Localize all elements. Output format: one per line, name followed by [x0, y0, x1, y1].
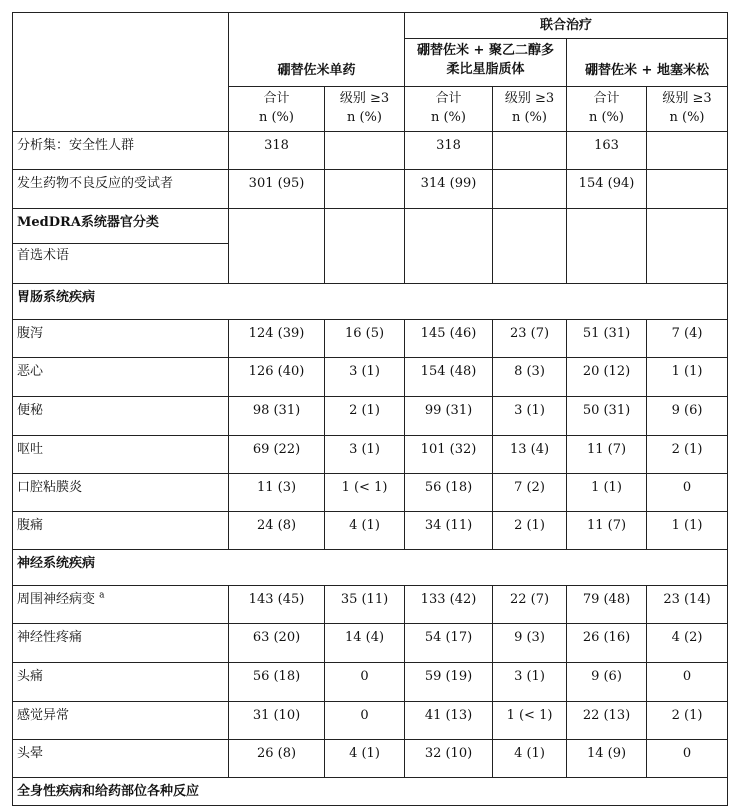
- term-label: [13, 740, 229, 778]
- term-label: [13, 663, 229, 702]
- term-label: [13, 397, 229, 436]
- value-cell: 126 (40): [229, 358, 325, 397]
- value-cell: [493, 170, 567, 209]
- term-text: 神经性疼痛: [17, 630, 83, 645]
- table-row: [13, 740, 728, 778]
- value-cell: 7 (2): [493, 474, 567, 512]
- group-header-line: 硼替佐米 + 聚乙二醇多: [417, 43, 554, 58]
- value-cell: 11 (7): [567, 436, 647, 474]
- value-cell: 4 (1): [493, 740, 567, 778]
- value-cell: 8 (3): [493, 358, 567, 397]
- value-cell: 301 (95): [229, 170, 325, 209]
- term-text: 头晕: [17, 746, 44, 761]
- term-label: [13, 320, 229, 358]
- subheader-text: n (%): [346, 110, 382, 125]
- value-cell: 20 (12): [567, 358, 647, 397]
- term-label: [13, 702, 229, 740]
- value-cell: 318: [229, 132, 325, 170]
- value-cell: 79 (48): [567, 586, 647, 624]
- term-text: 呕吐: [17, 442, 44, 457]
- value-cell: 13 (4): [493, 436, 567, 474]
- subheader-text: 级别 ≥3: [662, 91, 712, 106]
- subheader-text: n (%): [258, 110, 294, 125]
- value-cell: 154 (94): [567, 170, 647, 209]
- value-cell: 9 (3): [493, 624, 567, 663]
- header-blank-cell: [229, 13, 405, 39]
- value-cell: 63 (20): [229, 624, 325, 663]
- value-cell: 3 (1): [493, 397, 567, 436]
- adverse-reactions-table: [12, 12, 728, 806]
- value-cell: 124 (39): [229, 320, 325, 358]
- row-label: 发生药物不良反应的受试者: [13, 170, 229, 209]
- subheader-total: [567, 87, 647, 132]
- group-header-line: 硼替佐米单药: [277, 63, 356, 78]
- table-row: [13, 397, 728, 436]
- term-label: [13, 624, 229, 663]
- value-cell: 23 (7): [493, 320, 567, 358]
- value-cell: 9 (6): [567, 663, 647, 702]
- value-cell: 3 (1): [493, 663, 567, 702]
- value-cell: 54 (17): [405, 624, 493, 663]
- value-cell: 22 (7): [493, 586, 567, 624]
- empty-cell: [229, 209, 325, 284]
- value-cell: [325, 170, 405, 209]
- term-label: [13, 474, 229, 512]
- subheader-text: n (%): [511, 110, 547, 125]
- header-corner-cell: [13, 13, 229, 132]
- section-header-row: [13, 550, 728, 586]
- group-header-bortezomib-pld: [405, 39, 567, 87]
- subheader-text: 级别 ≥3: [504, 91, 555, 106]
- value-cell: 3 (1): [325, 358, 405, 397]
- summary-row: [13, 170, 728, 209]
- value-cell: 2 (1): [647, 702, 728, 740]
- value-cell: 4 (1): [325, 512, 405, 550]
- table-row: [13, 474, 728, 512]
- value-cell: 59 (19): [405, 663, 493, 702]
- value-cell: 98 (31): [229, 397, 325, 436]
- subheader-text: 级别 ≥3: [339, 91, 390, 106]
- group-header-line: 硼替佐米 + 地塞米松: [585, 63, 709, 78]
- table-row: [13, 436, 728, 474]
- value-cell: 34 (11): [405, 512, 493, 550]
- meddra-soc-row: [13, 209, 728, 244]
- empty-cell: [405, 209, 493, 284]
- value-cell: 56 (18): [405, 474, 493, 512]
- subheader-grade: [647, 87, 728, 132]
- term-text: 感觉异常: [17, 708, 70, 723]
- subheader-total: [229, 87, 325, 132]
- value-cell: 9 (6): [647, 397, 728, 436]
- group-header-bortezomib-dex: [567, 39, 728, 87]
- table-row: [13, 586, 728, 624]
- empty-cell: [493, 209, 567, 284]
- footnote-marker: a: [99, 590, 105, 601]
- value-cell: 11 (7): [567, 512, 647, 550]
- value-cell: 318: [405, 132, 493, 170]
- header-row-combo: [13, 13, 728, 39]
- subheader-text: n (%): [588, 110, 624, 125]
- value-cell: 163: [567, 132, 647, 170]
- value-cell: 4 (1): [325, 740, 405, 778]
- meddra-pt-label: 首选术语: [13, 244, 229, 284]
- value-cell: 133 (42): [405, 586, 493, 624]
- value-cell: 1 (1): [647, 512, 728, 550]
- value-cell: 14 (4): [325, 624, 405, 663]
- value-cell: 4 (2): [647, 624, 728, 663]
- value-cell: 143 (45): [229, 586, 325, 624]
- summary-row: [13, 132, 728, 170]
- value-cell: 14 (9): [567, 740, 647, 778]
- value-cell: 2 (1): [325, 397, 405, 436]
- value-cell: 50 (31): [567, 397, 647, 436]
- value-cell: 1 (1): [567, 474, 647, 512]
- value-cell: 314 (99): [405, 170, 493, 209]
- value-cell: 1 (< 1): [493, 702, 567, 740]
- table-body: [13, 13, 728, 806]
- value-cell: 2 (1): [647, 436, 728, 474]
- term-text: 腹痛: [17, 518, 44, 533]
- section-title: 神经系统疾病: [13, 550, 728, 586]
- value-cell: 0: [647, 663, 728, 702]
- term-label: [13, 512, 229, 550]
- table-row: [13, 512, 728, 550]
- empty-cell: [325, 209, 405, 284]
- value-cell: 26 (16): [567, 624, 647, 663]
- subheader-text: 合计: [435, 91, 462, 106]
- term-label: [13, 358, 229, 397]
- value-cell: 11 (3): [229, 474, 325, 512]
- value-cell: 26 (8): [229, 740, 325, 778]
- value-cell: 16 (5): [325, 320, 405, 358]
- value-cell: 145 (46): [405, 320, 493, 358]
- value-cell: [647, 132, 728, 170]
- meddra-soc-label: MedDRA系统器官分类: [13, 209, 229, 244]
- term-text: 便秘: [17, 403, 44, 418]
- term-label: [13, 586, 229, 624]
- value-cell: 69 (22): [229, 436, 325, 474]
- group-header-bortezomib-mono: [229, 39, 405, 87]
- value-cell: 56 (18): [229, 663, 325, 702]
- section-header-row: [13, 778, 728, 806]
- empty-cell: [567, 209, 647, 284]
- term-text: 周围神经病变: [17, 592, 96, 607]
- value-cell: 0: [647, 474, 728, 512]
- value-cell: 3 (1): [325, 436, 405, 474]
- value-cell: 35 (11): [325, 586, 405, 624]
- value-cell: 0: [325, 663, 405, 702]
- value-cell: 1 (< 1): [325, 474, 405, 512]
- table-row: [13, 702, 728, 740]
- subheader-text: n (%): [669, 110, 705, 125]
- value-cell: [493, 132, 567, 170]
- subheader-text: 合计: [263, 91, 290, 106]
- value-cell: [325, 132, 405, 170]
- value-cell: 23 (14): [647, 586, 728, 624]
- value-cell: 0: [325, 702, 405, 740]
- subheader-total: [405, 87, 493, 132]
- value-cell: 154 (48): [405, 358, 493, 397]
- value-cell: 2 (1): [493, 512, 567, 550]
- value-cell: 24 (8): [229, 512, 325, 550]
- term-text: 头痛: [17, 669, 44, 684]
- group-header-line: 柔比星脂质体: [446, 62, 525, 77]
- term-text: 腹泻: [17, 326, 44, 341]
- empty-cell: [647, 209, 728, 284]
- value-cell: 7 (4): [647, 320, 728, 358]
- value-cell: 22 (13): [567, 702, 647, 740]
- term-text: 口腔粘膜炎: [17, 480, 83, 495]
- term-text: 恶心: [17, 364, 44, 379]
- section-title: 全身性疾病和给药部位各种反应: [13, 778, 728, 806]
- value-cell: 41 (13): [405, 702, 493, 740]
- value-cell: 51 (31): [567, 320, 647, 358]
- section-header-row: [13, 284, 728, 320]
- row-label: 分析集：安全性人群: [13, 132, 229, 170]
- value-cell: 101 (32): [405, 436, 493, 474]
- term-label: [13, 436, 229, 474]
- table-row: [13, 663, 728, 702]
- table-row: [13, 320, 728, 358]
- value-cell: 0: [647, 740, 728, 778]
- subheader-grade: [493, 87, 567, 132]
- subheader-text: n (%): [430, 110, 466, 125]
- value-cell: 31 (10): [229, 702, 325, 740]
- table-row: [13, 624, 728, 663]
- subheader-text: 合计: [593, 91, 620, 106]
- section-title: 胃肠系统疾病: [13, 284, 728, 320]
- subheader-grade: [325, 87, 405, 132]
- value-cell: 99 (31): [405, 397, 493, 436]
- value-cell: 32 (10): [405, 740, 493, 778]
- table-row: [13, 358, 728, 397]
- value-cell: 1 (1): [647, 358, 728, 397]
- combo-therapy-header: 联合治疗: [405, 13, 728, 39]
- value-cell: [647, 170, 728, 209]
